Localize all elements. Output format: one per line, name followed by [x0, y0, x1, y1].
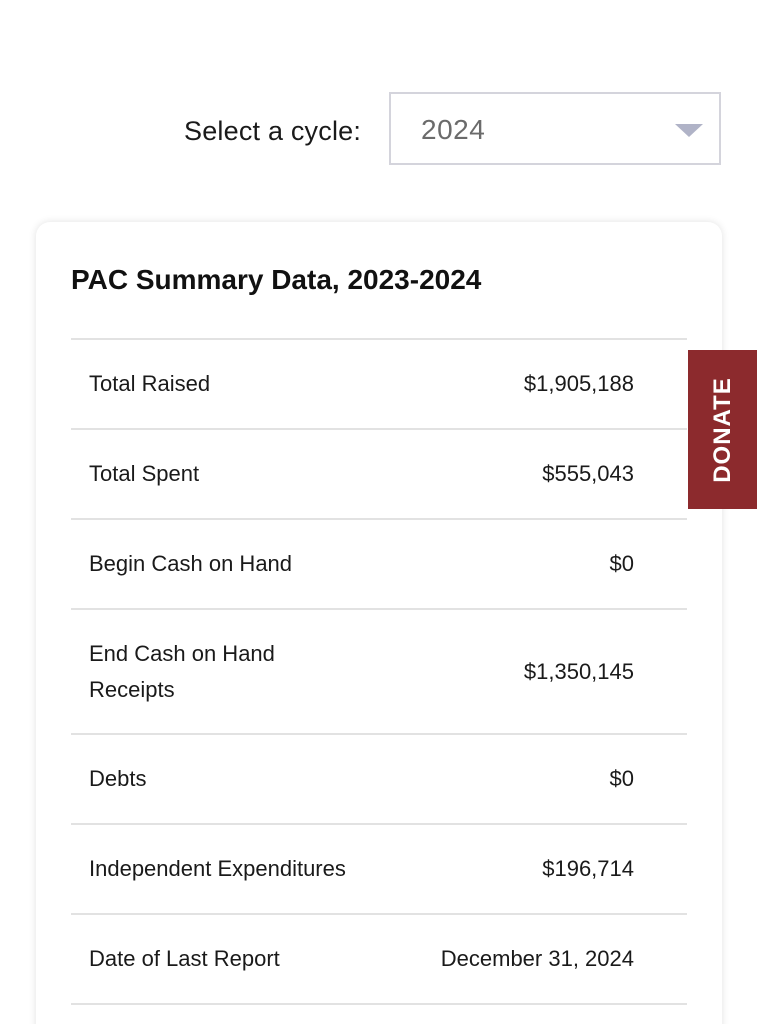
row-value: $555,043 — [542, 461, 634, 486]
table-row — [71, 735, 687, 825]
table-row — [71, 915, 687, 1005]
row-label: Independent Expenditures — [89, 856, 346, 881]
cycle-select-dropdown[interactable] — [389, 92, 721, 165]
row-label: Date of Last Report — [89, 946, 280, 971]
table-row — [71, 825, 687, 915]
pac-summary-card — [36, 222, 722, 1024]
cycle-selector-row — [0, 92, 757, 164]
summary-table — [71, 338, 687, 1005]
table-row — [71, 340, 687, 430]
table-row — [71, 430, 687, 520]
table-row — [71, 610, 687, 735]
row-value: $196,714 — [542, 856, 634, 881]
table-row — [71, 520, 687, 610]
row-label: End Cash on Hand Receipts — [89, 640, 275, 702]
donate-label: DONATE — [708, 376, 736, 483]
row-label: Total Spent — [89, 461, 200, 486]
row-value: December 31, 2024 — [440, 946, 634, 971]
card-title: PAC Summary Data, 2023-2024 — [71, 264, 482, 295]
donate-button[interactable] — [688, 350, 757, 509]
row-label: Begin Cash on Hand — [89, 551, 293, 576]
row-value: $1,350,145 — [523, 658, 634, 684]
row-value: $0 — [609, 766, 634, 791]
cycle-selected-value: 2024 — [421, 114, 486, 145]
row-value: $0 — [609, 551, 634, 576]
row-label: Total Raised — [89, 371, 211, 396]
row-value: $1,905,188 — [523, 371, 634, 396]
chevron-down-icon — [675, 124, 703, 137]
cycle-label: Select a cycle: — [184, 116, 362, 146]
row-label: Debts — [89, 766, 147, 791]
